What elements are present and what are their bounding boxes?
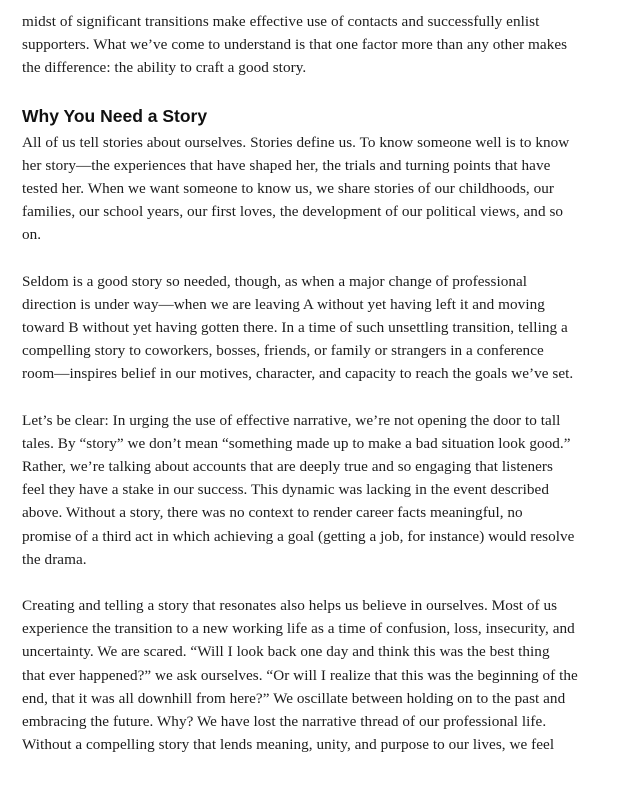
intro-paragraph xyxy=(22,10,602,80)
text-line: experience the transition to a new working life as a time of confusion, loss, insecurity, and xyxy=(22,620,575,638)
text-line: compelling story to coworkers, bosses, friends, or family or strangers in a conference xyxy=(22,342,544,360)
paragraph-believe-in-ourselves xyxy=(22,594,602,756)
article-body xyxy=(22,10,602,756)
text-line: tested her. When we want someone to know us, we share stories of our childhoods, our xyxy=(22,180,554,198)
text-line: uncertainty. We are scared. “Will I look back one day and think this was the best thing xyxy=(22,643,550,661)
text-line: the difference: the ability to craft a good story. xyxy=(22,59,307,77)
text-line: Seldom is a good story so needed, though, as when a major change of professional xyxy=(22,272,528,290)
text-line: on. xyxy=(22,226,42,244)
paragraph-transition xyxy=(22,270,602,386)
text-line: supporters. What we’ve come to understand is that one factor more than any other makes xyxy=(22,36,568,54)
text-line: families, our school years, our first loves, the development of our political views, and so xyxy=(22,203,564,221)
text-line: feel they have a stake in our success. This dynamic was lacking in the event described xyxy=(22,481,549,499)
text-line: All of us tell stories about ourselves. Stories define us. To know someone well is to know xyxy=(22,133,570,151)
text-line: that ever happened?” we ask ourselves. “Or will I realize that this was the beginning of the xyxy=(22,666,578,684)
paragraph-stories-define-us xyxy=(22,131,602,247)
text-line: above. Without a story, there was no context to render career facts meaningful, no xyxy=(22,504,523,522)
text-line: toward B without yet having gotten there. In a time of such unsettling transition, telling a xyxy=(22,319,568,337)
text-line: Without a compelling story that lends meaning, unity, and purpose to our lives, we feel xyxy=(22,736,555,754)
text-line: the drama. xyxy=(22,550,87,568)
text-line: end, that it was all downhill from here?” We oscillate between holding on to the past and xyxy=(22,689,566,707)
text-line: her story—the experiences that have shaped her, the trials and turning points that have xyxy=(22,156,551,174)
text-line: promise of a third act in which achieving a goal (getting a job, for instance) would resolve xyxy=(22,527,575,545)
text-line: tales. By “story” we don’t mean “something made up to make a bad situation look good.” xyxy=(22,434,571,452)
text-line: midst of significant transitions make effective use of contacts and successfully enlist xyxy=(22,13,540,30)
text-line: Creating and telling a story that resonates also helps us believe in ourselves. Most of us xyxy=(22,597,558,615)
text-line: room—inspires belief in our motives, character, and capacity to reach the goals we’ve set. xyxy=(22,365,574,383)
text-line: Rather, we’re talking about accounts that are deeply true and so engaging that listeners xyxy=(22,458,553,476)
paragraph-effective-narrative xyxy=(22,409,602,571)
text-line: direction is under way—when we are leaving A without yet having left it and moving xyxy=(22,295,545,313)
text-line: Let’s be clear: In urging the use of effective narrative, we’re not opening the door to tall xyxy=(22,411,561,429)
text-line: embracing the future. Why? We have lost the narrative thread of our professional life. xyxy=(22,713,547,731)
section-heading: Why You Need a Story xyxy=(22,105,208,126)
